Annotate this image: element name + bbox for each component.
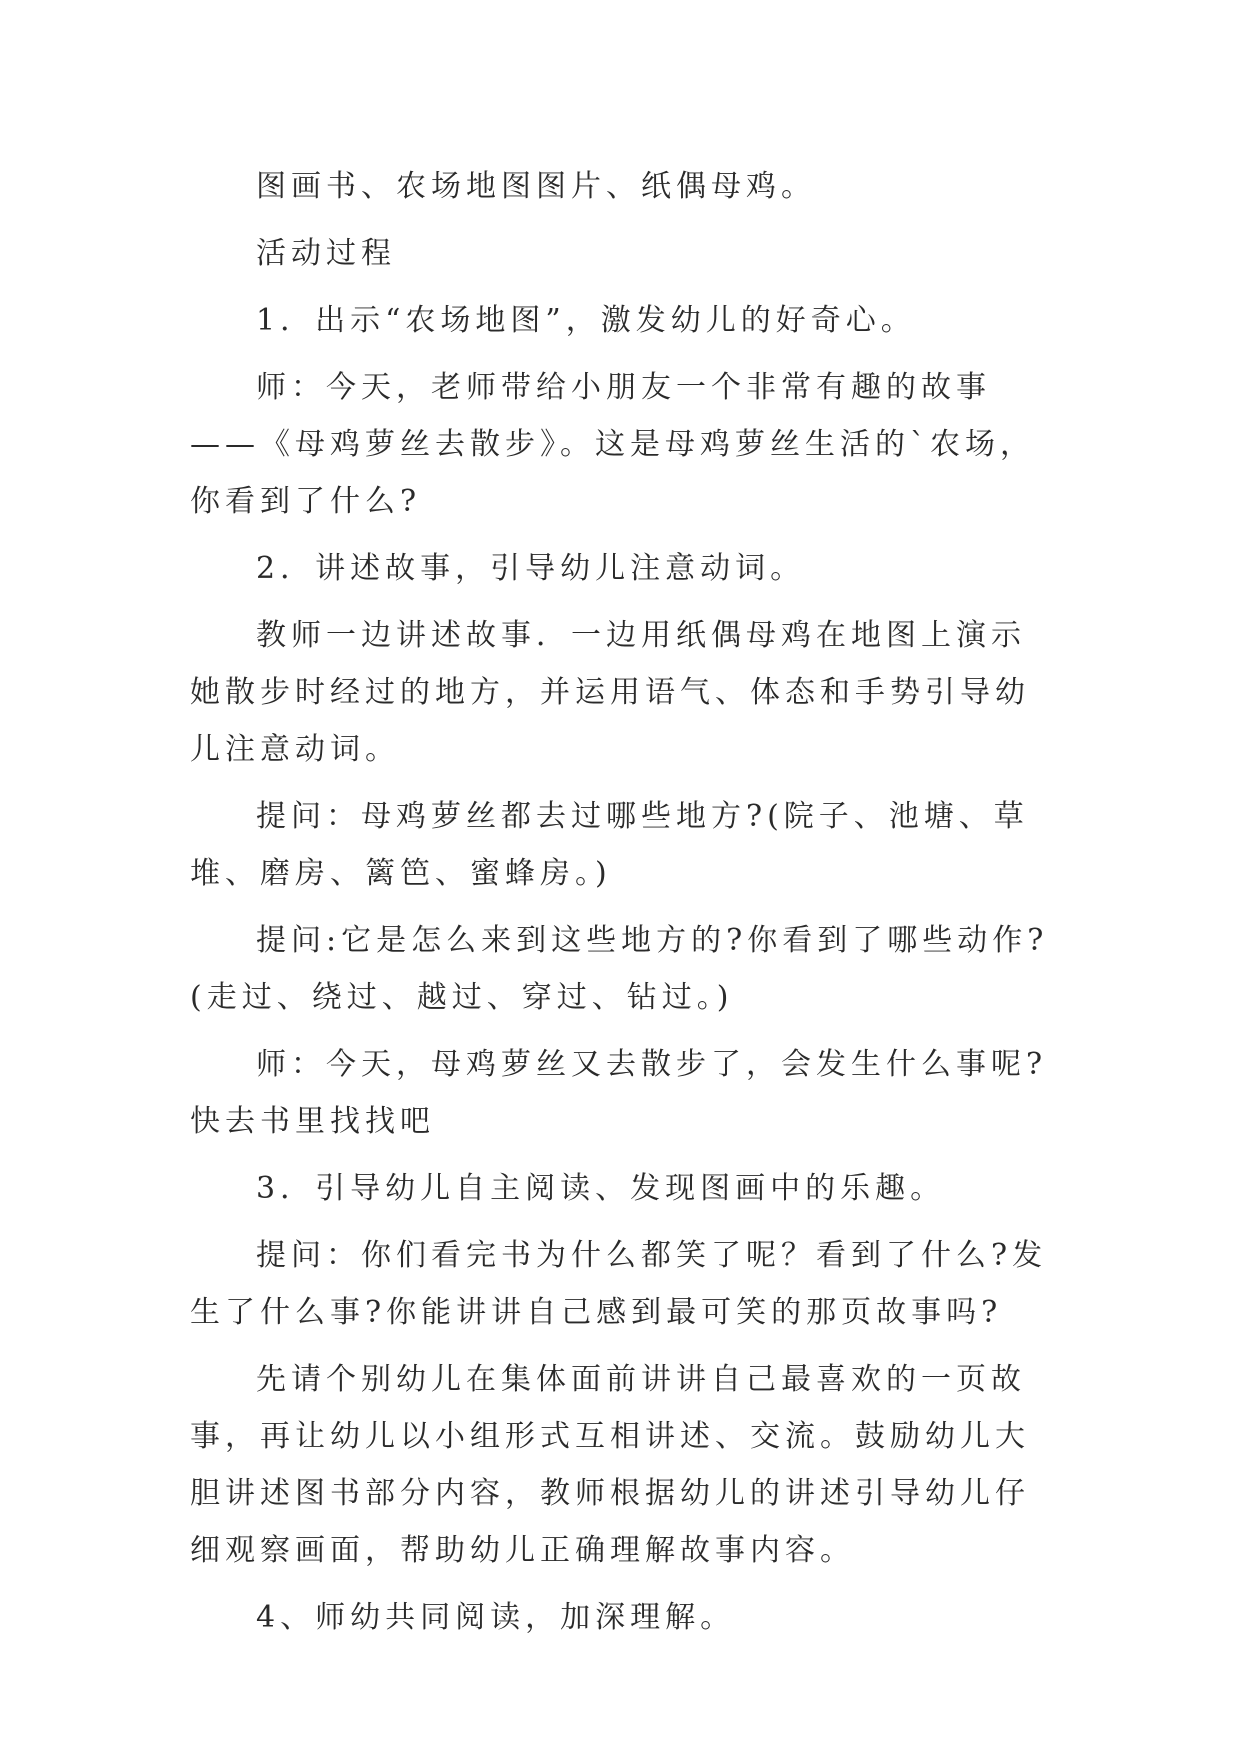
- paragraph-teacher-demo: 教师一边讲述故事．一边用纸偶母鸡在地图上演示她散步时经过的地方，并运用语气、体态和手势引导幼儿注意动词。: [190, 618, 1030, 767]
- paragraph-question-laugh: 提问：你们看完书为什么都笑了呢？看到了什么?发生了什么事?你能讲讲自己感到最可笑的那页故事吗?: [190, 1238, 1048, 1330]
- paragraph-question-actions: 提问:它是怎么来到这些地方的?你看到了哪些动作?(走过、绕过、越过、穿过、钻过。): [190, 923, 1049, 1015]
- paragraph-group-discussion: 先请个别幼儿在集体面前讲讲自己最喜欢的一页故事，再让幼儿以小组形式互相讲述、交流。鼓励幼儿大胆讲述图书部分内容，教师根据幼儿的讲述引导幼儿仔细观察画面，帮助幼儿正确理解故事内容。: [190, 1362, 1030, 1568]
- paragraph-question-places: 提问：母鸡萝丝都去过哪些地方?(院子、池塘、草堆、磨房、篱笆、蜜蜂房。): [190, 799, 1029, 891]
- paragraph-activity-heading: 活动过程: [256, 236, 396, 271]
- paragraph-step-2: 2．讲述故事，引导幼儿注意动词。: [256, 551, 806, 586]
- paragraph-teacher-intro: 师：今天，老师带给小朋友一个非常有趣的故事——《母鸡萝丝去散步》。这是母鸡萝丝生活的`农场，你看到了什么?: [190, 370, 1035, 519]
- paragraph-step-4: 4、师幼共同阅读，加深理解。: [256, 1600, 736, 1635]
- paragraph-materials: 图画书、农场地图图片、纸偶母鸡。: [256, 169, 816, 204]
- paragraph-step-3: 3．引导幼儿自主阅读、发现图画中的乐趣。: [256, 1171, 946, 1206]
- paragraph-step-1: 1．出示“农场地图”，激发幼儿的好奇心。: [256, 303, 916, 338]
- document-body: [190, 158, 1052, 1656]
- paragraph-teacher-prompt: 师：今天，母鸡萝丝又去散步了，会发生什么事呢?快去书里找找吧: [190, 1047, 1048, 1139]
